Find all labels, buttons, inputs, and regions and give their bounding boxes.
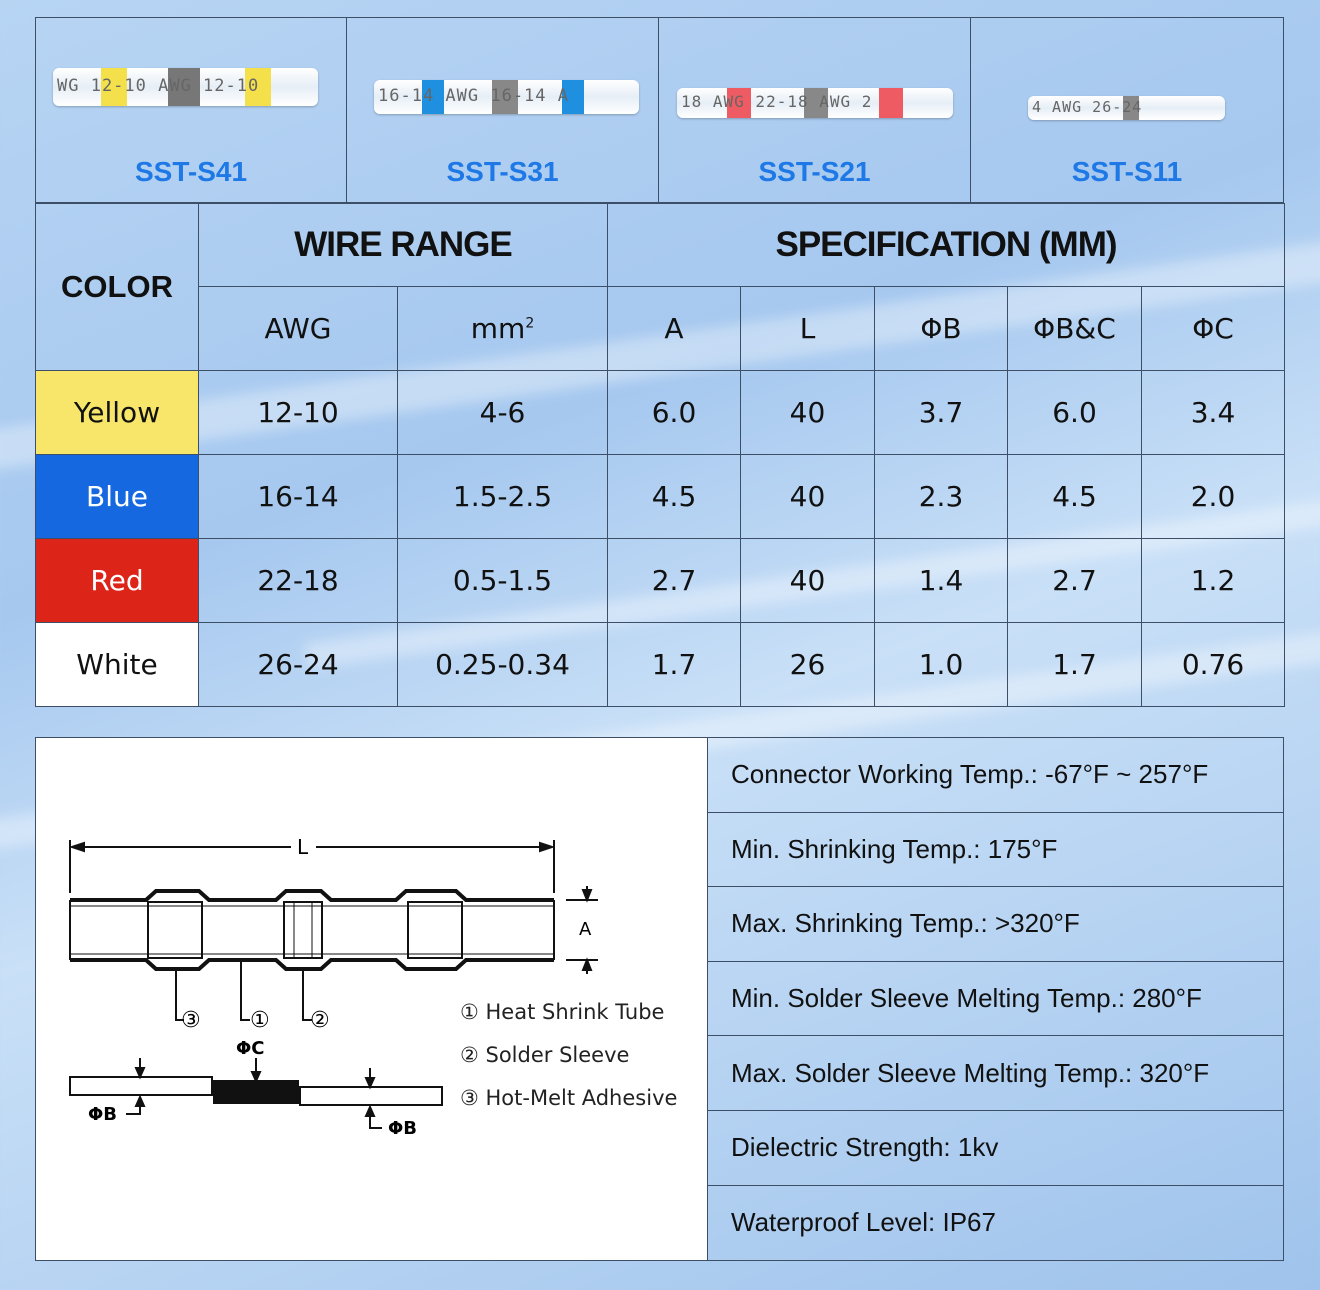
l-cell: 40 [741,539,875,623]
mm-superscript: 2 [525,315,535,332]
product-strip [35,17,1284,203]
product-card-sst-s21 [659,17,971,203]
awg-header: AWG [199,287,398,371]
tube-print: 18 AWG 22-18 AWG 2 [681,92,873,111]
color-cell: Blue [36,455,199,539]
phic-cell: 2.0 [1142,455,1285,539]
color-header: COLOR [36,204,199,371]
property-min-melting-temp: Min. Solder Sleeve Melting Temp.: 280°F [708,962,1283,1037]
table-row-blue [36,455,1285,539]
awg-cell: 12-10 [199,371,398,455]
connector-image [374,80,639,114]
awg-cell: 16-14 [199,455,398,539]
property-working-temp: Connector Working Temp.: -67°F ~ 257°F [708,738,1283,813]
mm2-header [398,287,608,371]
property-max-melting-temp: Max. Solder Sleeve Melting Temp.: 320°F [708,1036,1283,1111]
mm2-cell: 0.5-1.5 [398,539,608,623]
dimension-diagram [36,738,708,1260]
callout-adhesive: ③ [181,1008,201,1033]
product-code: SST-S21 [758,156,871,187]
phic-cell: 0.76 [1142,623,1285,707]
properties-list [708,738,1283,1260]
connector-drawing [36,738,707,1260]
tube-print: WG 12-10 AWG 12-10 [57,76,260,96]
legend-solder-sleeve: ② Solder Sleeve [460,1043,630,1067]
tube-print: 16-14 AWG 16-14 A [378,86,569,106]
callout-tube: ① [250,1008,270,1033]
table-row-yellow [36,371,1285,455]
phic-cell: 1.2 [1142,539,1285,623]
l-cell: 40 [741,371,875,455]
dimension-phic-label: ΦC [236,1038,265,1059]
mm2-cell: 4-6 [398,371,608,455]
dimension-a-label: A [579,919,592,940]
legend-hot-melt-adhesive: ③ Hot-Melt Adhesive [460,1086,678,1110]
mm-label: mm [470,312,526,345]
phib-cell: 3.7 [875,371,1008,455]
phib-header: ΦB [875,287,1008,371]
callout-sleeve: ② [310,1008,330,1033]
product-code: SST-S11 [1071,156,1183,187]
color-cell: White [36,623,199,707]
product-card-sst-s31 [347,17,659,203]
awg-cell: 26-24 [199,623,398,707]
dimension-phib-right-label: ΦB [388,1118,418,1139]
specification-table [35,203,1285,707]
wire-range-header: WIRE RANGE [199,204,608,287]
product-code: SST-S41 [134,156,248,187]
product-code: SST-S31 [446,156,559,187]
table-row-white [36,623,1285,707]
color-cell: Red [36,539,199,623]
legend-heat-shrink-tube: ① Heat Shrink Tube [460,1000,665,1024]
dimension-phib-left-label: ΦB [88,1104,118,1125]
connector-image [53,68,318,106]
phib-cell: 2.3 [875,455,1008,539]
property-waterproof-level: Waterproof Level: IP67 [731,1207,996,1238]
color-cell: Yellow [36,371,199,455]
tube-print: 4 AWG 26-24 [1032,98,1143,116]
l-header: L [741,287,875,371]
property-max-shrinking-temp: Max. Shrinking Temp.: >320°F [708,887,1283,962]
phibc-header: ΦB&C [1008,287,1142,371]
a-cell: 2.7 [608,539,741,623]
phibc-cell: 1.7 [1008,623,1142,707]
product-card-sst-s11 [971,17,1284,203]
adhesive-band [879,88,903,118]
phibc-cell: 4.5 [1008,455,1142,539]
phibc-cell: 2.7 [1008,539,1142,623]
mm2-cell: 1.5-2.5 [398,455,608,539]
l-cell: 26 [741,623,875,707]
phib-cell: 1.4 [875,539,1008,623]
mm2-cell: 0.25-0.34 [398,623,608,707]
phib-cell: 1.0 [875,623,1008,707]
a-cell: 1.7 [608,623,741,707]
a-header: A [608,287,741,371]
table-row-red [36,539,1285,623]
dimension-l-label: L [297,835,309,859]
property-dielectric-strength: Dielectric Strength: 1kv [708,1111,1283,1186]
specification-header: SPECIFICATION (MM) [608,204,1285,287]
l-cell: 40 [741,455,875,539]
a-cell: 6.0 [608,371,741,455]
connector-image [677,88,953,118]
phibc-cell: 6.0 [1008,371,1142,455]
awg-cell: 22-18 [199,539,398,623]
connector-image [1028,96,1225,120]
property-min-shrinking-temp: Min. Shrinking Temp.: 175°F [708,813,1283,888]
phic-cell: 3.4 [1142,371,1285,455]
details-panel [35,737,1284,1261]
product-card-sst-s41 [35,17,347,203]
a-cell: 4.5 [608,455,741,539]
phic-header: ΦC [1142,287,1285,371]
